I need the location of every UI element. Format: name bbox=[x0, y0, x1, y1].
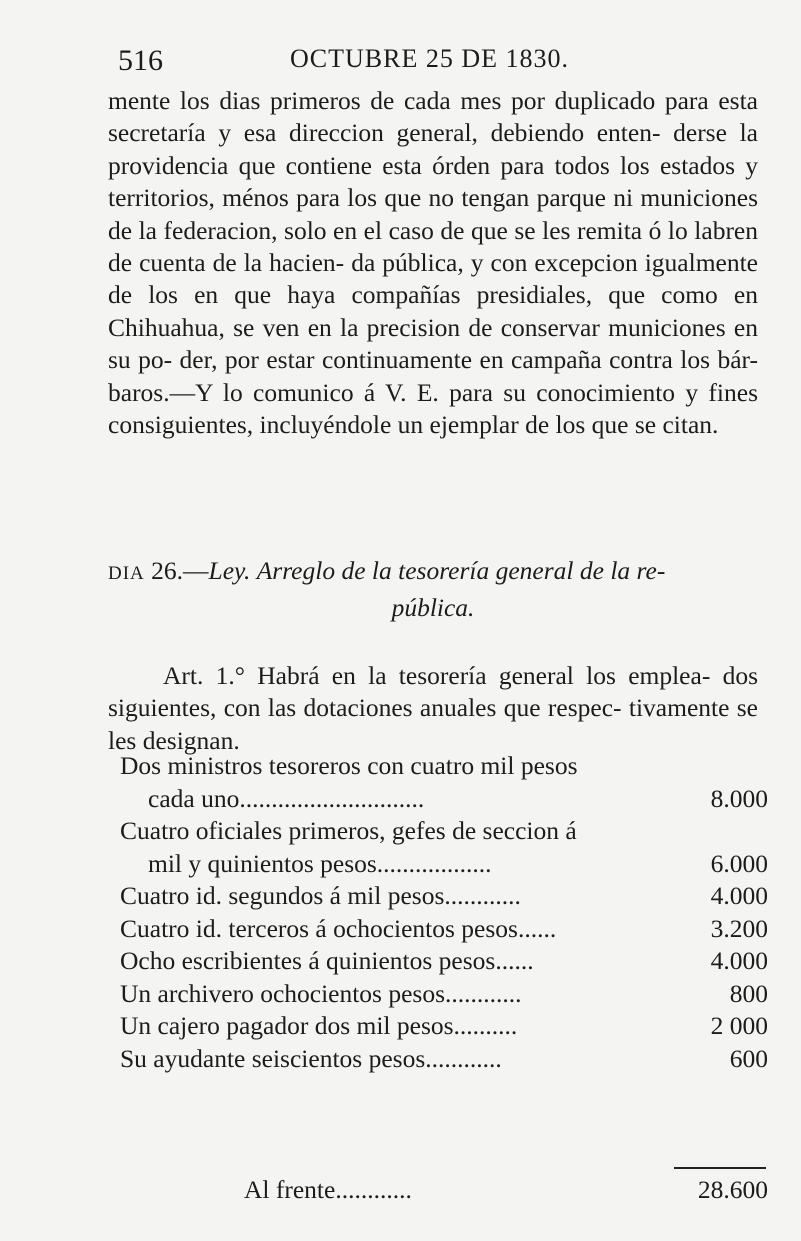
total-rule bbox=[674, 1167, 766, 1169]
row-description: Dos ministros tesoreros con cuatro mil pesos bbox=[120, 751, 578, 780]
paragraph-text: mente los dias primeros de cada mes por duplicado para esta secretaría y esa direccion general, debiendo enten- derse la providencia que contiene esta órden para todos los estados y territorios, ménos para los que no tengan parque ni municiones de la federacion, solo en el caso de que se les remita ó lo labren de cuenta de la hacien- da pública, y con excepcion igualmente de los en que haya compañías presidiales, que como en Chihuahua, se ven en la precision de conservar municiones en su po- der, por estar continuamente en campaña contra los bár- baros.—Y lo comunico á V. E. para su conocimiento y fines consiguientes, incluyéndole un ejemplar de los que se citan. bbox=[108, 86, 758, 440]
row-amount: 2 000 bbox=[710, 1011, 768, 1040]
table-row bbox=[120, 1043, 768, 1076]
row-description: Ocho escribientes á quinientos pesos...... bbox=[120, 946, 534, 975]
table-row bbox=[120, 815, 768, 848]
table-row bbox=[120, 880, 768, 913]
total-label: Al frente............ bbox=[244, 1175, 412, 1204]
running-head bbox=[110, 44, 691, 84]
row-amount: 600 bbox=[729, 1043, 768, 1073]
law-title-line2: pública. bbox=[391, 593, 475, 622]
table-row bbox=[120, 750, 768, 783]
row-description: Un archivero ochocientos pesos............ bbox=[120, 978, 522, 1008]
day-label: DIA bbox=[108, 563, 145, 584]
row-description: Cuatro id. terceros á ochocientos pesos...... bbox=[120, 913, 557, 943]
law-heading-line bbox=[108, 555, 758, 590]
table-row bbox=[120, 848, 768, 881]
row-description: Su ayudante seiscientos pesos............ bbox=[120, 1043, 502, 1073]
day-number: 26.— bbox=[151, 556, 209, 585]
row-amount: 4.000 bbox=[710, 946, 768, 975]
row-description: mil y quinientos pesos.................. bbox=[148, 848, 492, 878]
row-amount: 4.000 bbox=[710, 881, 768, 910]
law-title-line1: Arreglo de la tesorería general de la re- bbox=[256, 556, 666, 585]
table-row bbox=[120, 978, 768, 1011]
law-kind: Ley. bbox=[208, 556, 251, 585]
body-paragraph bbox=[108, 85, 758, 441]
running-title: OCTUBRE 25 DE 1830. bbox=[290, 44, 569, 73]
page-number: 516 bbox=[118, 44, 163, 77]
total-row bbox=[120, 1173, 768, 1206]
salary-table bbox=[120, 750, 768, 1075]
row-amount: 800 bbox=[729, 978, 768, 1008]
table-row bbox=[120, 913, 768, 946]
table-row bbox=[120, 1010, 768, 1043]
article-1 bbox=[108, 660, 758, 757]
row-description: Cuatro id. segundos á mil pesos............ bbox=[120, 881, 521, 910]
row-description: Un cajero pagador dos mil pesos.......... bbox=[120, 1011, 518, 1040]
row-description: cada uno............................. bbox=[148, 783, 425, 813]
row-amount: 6.000 bbox=[710, 848, 768, 878]
article-text: Art. 1.° Habrá en la tesorería general los emplea- dos siguientes, con las dotaciones anuales que respec- tivamente se les designan. bbox=[108, 661, 758, 755]
row-amount: 3.200 bbox=[710, 913, 768, 943]
law-heading bbox=[108, 555, 758, 624]
row-amount: 8.000 bbox=[710, 783, 768, 813]
row-description: Cuatro oficiales primeros, gefes de seccion á bbox=[120, 816, 577, 845]
table-row bbox=[120, 783, 768, 816]
total-amount: 28.600 bbox=[697, 1175, 768, 1204]
table-row bbox=[120, 945, 768, 978]
